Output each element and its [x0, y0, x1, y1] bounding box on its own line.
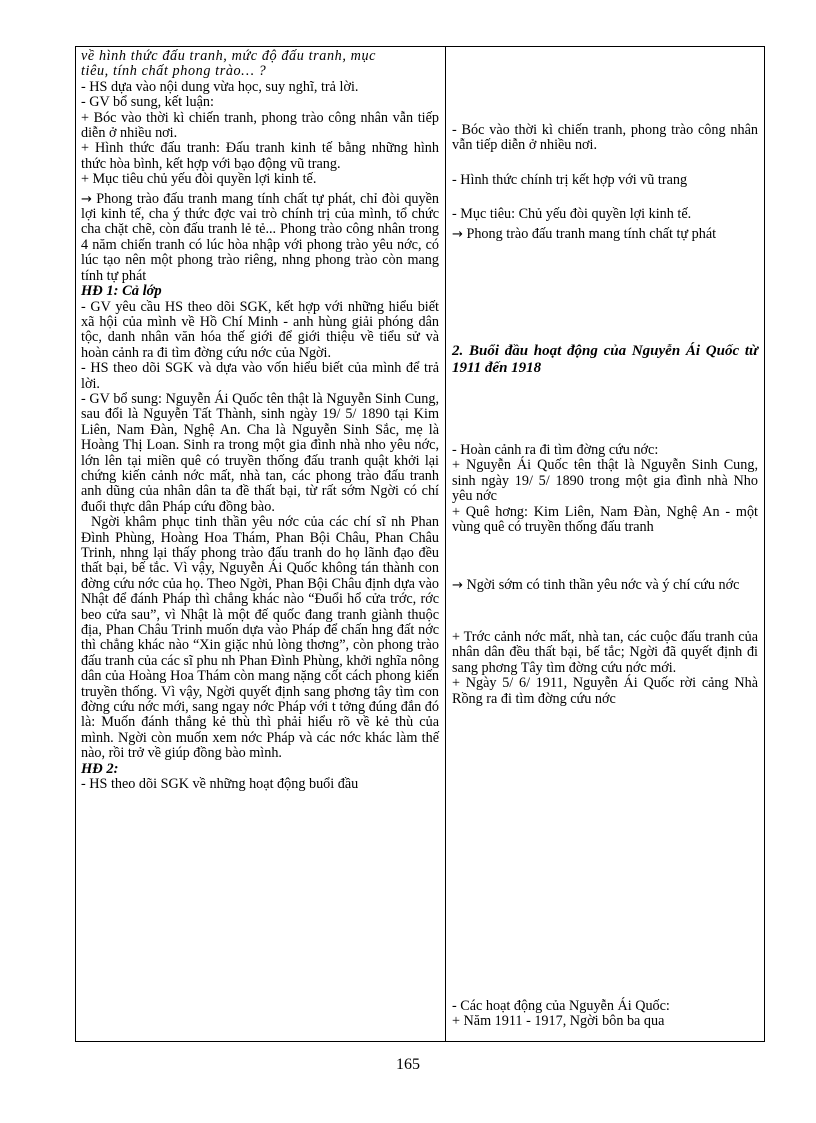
- background-point-1: + Nguyễn Ái Quốc tên thật là Nguyễn Sinh Cung, sinh ngày 19/ 5/ 1890 trong một gia đình nhà Nho yêu nớc: [452, 457, 758, 505]
- knowledge-point-3: - Mục tiêu: Chủ yếu đòi quyền lợi kinh tế.: [452, 206, 692, 222]
- activity-2-instruction: - HS theo dõi SGK về những hoạt động buổi đầu: [81, 776, 359, 793]
- knowledge-block-1: [452, 123, 758, 154]
- teacher-student-activities-column: [76, 47, 446, 1041]
- section-heading-block: [452, 343, 758, 377]
- right-arrow-icon: →: [452, 227, 463, 242]
- knowledge-block-2: [452, 173, 758, 188]
- section-title: 2. Buổi đầu hoạt động của Nguyễn Ái Quốc từ 1911 đến 1918: [452, 343, 758, 376]
- background-heading: - Hoàn cảnh ra đi tìm đờng cứu nớc:: [452, 442, 659, 458]
- activity-1-instruction: - GV yêu cầu HS theo dõi SGK, kết hợp với những hiểu biết xã hội của mình về Hồ Chí Minh - anh hùng giải phóng dân tộc, danh nhân văn hóa thế giới để giới thiệu về tiểu sử và hoàn cảnh ra đi tìm đờng cứu nớc của Ngời.: [81, 298, 439, 361]
- decision-point: + Trớc cảnh nớc mất, nhà tan, các cuộc đấu tranh của nhân dân đều thất bại, bế tắc; Ngời đã quyết định đi sang phơng Tây tìm đờng cứu nớc mới.: [452, 629, 758, 676]
- knowledge-block-3: [452, 207, 758, 222]
- background-block: [452, 443, 758, 535]
- activity-1-student-task: - HS theo dõi SGK và dựa vào vốn hiểu biết của mình để trả lời.: [81, 360, 439, 392]
- question-line-1: về hình thức đấu tranh, mức độ đấu tranh, mục: [81, 48, 377, 64]
- question-line-2: tiêu, tính chất phong trào… ?: [81, 63, 267, 80]
- patriotism-block: [452, 578, 758, 593]
- activities-heading: - Các hoạt động của Nguyễn Ái Quốc:: [452, 998, 670, 1014]
- activity-heading-1: HĐ 1: Cả lớp: [81, 283, 162, 300]
- student-response-note: - HS dựa vào nội dung vừa học, suy nghĩ, trả lời.: [81, 78, 359, 95]
- key-knowledge-column: [446, 47, 764, 1041]
- activities-block: [452, 999, 758, 1030]
- conclusion-point-2: + Hình thức đấu tranh: Đấu tranh kinh tế bằng những hình thức hòa bình, kết hợp với bạo động vũ trang.: [81, 140, 439, 172]
- knowledge-point-4: → Phong trào đấu tranh mang tính chất tự phát: [452, 226, 717, 242]
- lesson-table: [75, 46, 765, 1042]
- departure-point: + Ngày 5/ 6/ 1911, Nguyễn Ái Quốc rời cảng Nhà Rồng ra đi tìm đờng cứu nớc: [452, 675, 758, 707]
- teacher-conclusion-note: - GV bổ sung, kết luận:: [81, 94, 214, 111]
- activity-1-teacher-addition: - GV bổ sung: Nguyễn Ái Quốc tên thật là Nguyễn Sinh Cung, sau đổi là Nguyễn Tất Thành, sinh ngày 19/ 5/ 1890 tại Kim Liên, Nam Đàn, Nghệ An. Cha là Nguyễn Sinh Sắc, mẹ là Hoàng Thị Loan. Sinh ra trong một gia đình nhà nho yêu nớc, lớn lên tại miền quê có truyền thống đấu tranh quật khởi lại chứng kiến cảnh nớc mất, nhà tan, các phong trào đấu tranh anh dũng của nhân dân ta đề thất bại, từ rất sớm Ngời có chí đuổi thực dân Pháp cứu đồng bào.: [81, 390, 439, 515]
- right-arrow-icon: →: [81, 191, 92, 207]
- activity-1-explanation: Ngời khâm phục tinh thần yêu nớc của các chí sĩ nh Phan Đình Phùng, Hoàng Hoa Thám, Phan Bội Châu, Phan Châu Trinh, nhng lại thấy phong trào đấu tranh do họ lãnh đạo đều thất bại, bế tắc. Vì vậy, Nguyễn Ái Quốc không tán thành con đờng cứu nớc của họ. Theo Ngời, Phan Bội Châu định dựa vào Nhật để đánh Pháp thì chẳng khác nào “Đuổi hổ cửa trớc, rớc beo cửa sau”, vì Nhật là một đế quốc đang tranh giành thuộc địa, Phan Châu Trinh muốn dựa vào Pháp để chấn hng đất nớc thì chẳng khác nào “Xin giặc nhủ lòng thơng”, còn phong trào đấu tranh của các sĩ phu nh Phan Đình Phùng, khởi nghĩa nông dân của Hoàng Hoa Thám còn mang nặng cốt cách phong kiến truyền thống. Vì vậy, Ngời quyết định sang phơng tây tìm con đờng cứu nớc mới, sang ngay nớc Pháp với t tởng đúng đắn đó là: Muốn đánh thắng kẻ thù thì phải hiểu rõ về kẻ thù của mình. Ngời còn muốn xem nớc Pháp và các nớc khác làm thế nào, rồi trở về giúp đồng bào mình.: [81, 514, 439, 762]
- knowledge-block-4: [452, 227, 758, 242]
- activity-heading-2: HĐ 2:: [81, 760, 119, 777]
- conclusion-point-1: + Bóc vào thời kì chiến tranh, phong trào công nhân vẫn tiếp diễn ở nhiều nơi.: [81, 109, 439, 142]
- conclusion-point-3: + Mục tiêu chủ yếu đòi quyền lợi kinh tế.: [81, 171, 317, 188]
- page-number: 165: [396, 1056, 420, 1073]
- background-point-2: + Quê hơng: Kim Liên, Nam Đàn, Nghệ An - một vùng quê có truyền thống đấu tranh: [452, 503, 758, 536]
- knowledge-point-2: - Hình thức chính trị kết hợp với vũ trang: [452, 172, 688, 188]
- right-arrow-icon: →: [452, 578, 463, 593]
- conclusion-summary: → Phong trào đấu tranh mang tính chất tự phát, chỉ đòi quyền lợi kinh tế, cha ý thức đợc vai trò chính trị của mình, tổ chức cha chặt chẽ, còn đấu tranh lẻ tẻ... Phong trào công nhân trong 4 năm chiến tranh có lúc hòa nhập với phong trào yêu nớc, có lúc tạo nên một phong trào riêng, nhng phong trào còn mang tính tự phát: [81, 190, 440, 284]
- patriotism-point: → Ngời sớm có tinh thần yêu nớc và ý chí cứu nớc: [452, 577, 740, 593]
- activities-point-1: + Năm 1911 - 1917, Ngời bôn ba qua: [452, 1013, 665, 1030]
- knowledge-point-1: - Bóc vào thời kì chiến tranh, phong trào công nhân vẫn tiếp diễn ở nhiều nơi.: [452, 122, 758, 154]
- decision-block: [452, 630, 758, 707]
